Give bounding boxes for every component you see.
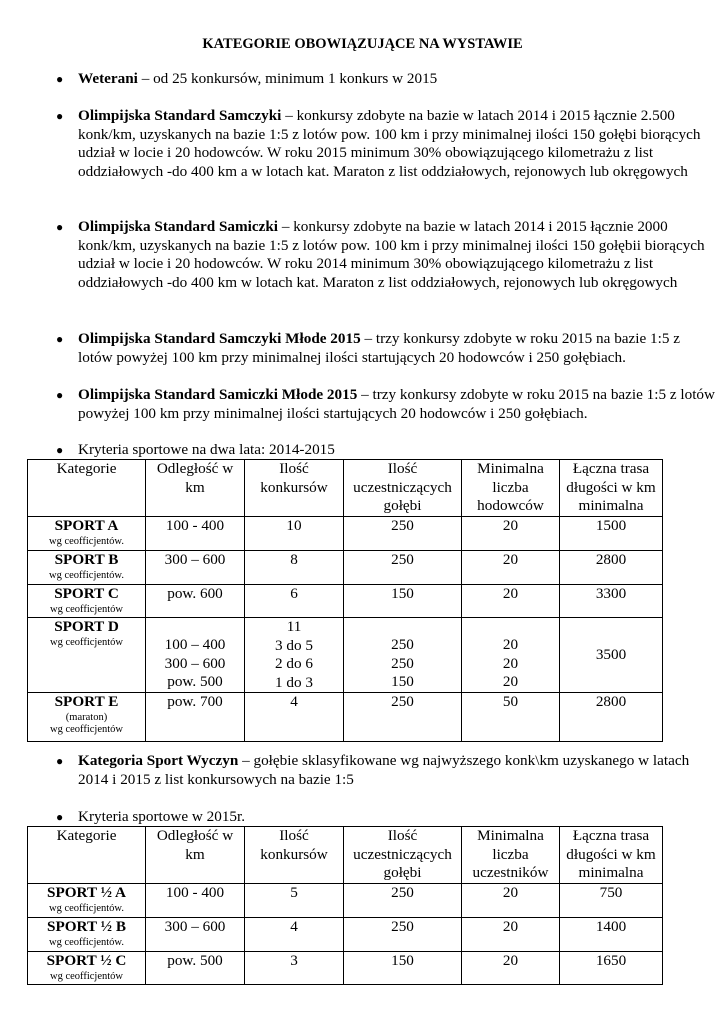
cell-value: 250 [391,636,414,653]
header-line: konkursów [260,478,328,496]
cell-breeders [462,517,560,551]
cell-value: 3300 [595,585,627,602]
cell-value: 11 [286,618,302,635]
header-line: Ilość [387,827,418,844]
bullet-icon: ● [56,332,64,346]
cell-breeders [462,952,560,985]
header-line: gołębi [383,864,422,882]
cell-dist [146,693,245,742]
table-header-row [28,827,663,884]
header-line: Łączna trasa [572,460,650,477]
header-line: Odległość w [156,827,234,844]
bullet-icon: ● [56,220,64,234]
cell-value: 6 [290,585,298,602]
table-header-cell [344,827,462,884]
cell-value: 20 [502,585,519,602]
cell-route [560,884,663,918]
header-line: km [185,845,205,863]
cell-value: 150 [391,952,414,969]
cell-value: 1 do 3 [275,673,313,691]
cell-value: 250 [391,918,414,935]
table-header-cell [560,460,663,517]
table-header-cell [146,827,245,884]
cell-value: 20 [502,673,519,691]
category-cell [28,618,146,693]
cell-dist [146,517,245,551]
category-name: SPORT ½ B [47,918,126,935]
cell-count [245,693,344,742]
cell-breeders [462,884,560,918]
header-line: Ilość [387,460,418,477]
header-line: długości w km [566,478,656,496]
table-row [28,884,663,918]
cell-value: 20 [502,636,519,653]
cell-value: 250 [391,551,414,568]
header-line: Ilość [279,460,309,477]
cell-value: 3 do 5 [275,636,313,654]
bullet-text: Olimpijska Standard Samczyki Młode 2015 – trzy konkursy zdobyte w roku 2015 na bazie 1:5 z lotów powyżej 100 km przy minimalnej ilości startujących 20 hodowców i 250 gołębiach. [78,330,680,366]
cell-value: 20 [502,918,519,935]
cell-count [245,551,344,585]
cell-route [560,618,663,693]
cell-value: 300 – 600 [164,654,226,672]
table-header-cell [462,460,560,517]
cell-pigeons [344,952,462,985]
cell-pigeons [344,884,462,918]
cell-value: 20 [502,952,519,969]
bullet-icon: ● [56,388,64,402]
header-line: liczba [492,478,529,496]
cell-value: 2800 [595,551,627,568]
cell-route [560,517,663,551]
table-header-cell [344,460,462,517]
cell-value: 250 [391,654,414,672]
category-cell [28,952,146,985]
header-line: długości w km [566,845,656,863]
bullet-icon: ● [56,109,64,123]
category-cell [28,693,146,742]
header-line: uczestników [472,864,549,882]
category-note: wg ceofficjentów. [49,936,124,948]
cell-route [560,918,663,952]
cell-value: pow. 500 [167,673,223,691]
cell-value: 100 - 400 [165,884,225,901]
category-cell [28,517,146,551]
category-name: SPORT ½ A [47,884,126,901]
bullet-text: Olimpijska Standard Samiczki – konkursy zdobyte na bazie w latach 2014 i 2015 łącznie 2000 konk/km, uzyskanych na bazie 1:5 z lotów pow. 100 km i przy minimalnej ilości 150 gołębii biorących udział w locie i 20 hodowców. W roku 2014 minimum 30% obowiązującego kilometrażu z list oddziałowych -do 400 km w lotach kat. Maraton z list oddziałowych, rejonowych lub okręgowych [78,218,705,291]
cell-value: 250 [391,884,414,901]
cell-value: 5 [290,884,298,901]
cell-count [245,918,344,952]
table-header-cell [28,827,146,884]
cell-value: 8 [290,551,298,568]
table-header-cell [146,460,245,517]
cell-value: 1650 [595,952,627,969]
table-row [28,952,663,985]
cell-route [560,551,663,585]
cell-value: 4 [290,918,298,935]
category-name: SPORT D [54,618,119,635]
category-note: wg ceofficjentów [50,603,123,615]
table-header-row [28,460,663,517]
bullet-text: Kryteria sportowe w 2015r. [78,808,246,825]
cell-value: 150 [391,673,414,691]
table-header-cell [245,827,344,884]
bullet-icon: ● [56,443,64,457]
bullet-text: Olimpijska Standard Samczyki – konkursy zdobyte na bazie w latach 2014 i 2015 łącznie 2.500 konk/km, uzyskanych na bazie 1:5 z lotów pow. 100 km i przy minimalnej ilości 150 gołębi biorących udział w locie i 20 hodowców. W roku 2015 minimum 30% obowiązującego kilometrażu z list oddziałowych -do 400 km a w lotach kat. Maraton z list oddziałowych, rejonowych lub okręgowych [78,107,701,180]
header-line: gołębi [383,497,422,515]
cell-value: 20 [502,551,519,568]
cell-value: 10 [286,517,302,534]
table-header-cell [28,460,146,517]
cell-dist [146,618,245,693]
cell-value: pow. 600 [167,585,223,602]
cell-dist [146,551,245,585]
cell-pigeons [344,693,462,742]
criteria-table-2015 [27,826,663,985]
cell-value: 2800 [595,693,627,711]
cell-pigeons [344,618,462,693]
cell-value: 3 [290,952,298,969]
cell-value: 100 – 400 [164,636,226,653]
cell-value: 250 [391,693,414,711]
table-header-cell [245,460,344,517]
category-note: (maraton) [65,711,108,723]
cell-value: 4 [290,693,298,711]
header-line: Odległość w [156,460,234,477]
bullet-icon: ● [56,72,64,86]
header-line: Łączna trasa [572,827,650,844]
cell-breeders [462,918,560,952]
header-line: Ilość [279,827,309,844]
category-name: SPORT A [54,517,119,534]
cell-dist [146,918,245,952]
cell-pigeons [344,918,462,952]
header-line: hodowców [477,497,544,515]
category-name: SPORT E [54,693,119,711]
cell-value: 2 do 6 [275,655,313,673]
category-cell [28,585,146,618]
category-cell [28,918,146,952]
category-name: SPORT B [54,551,119,568]
header-line: km [185,478,205,496]
category-name: SPORT ½ C [46,952,127,969]
category-note: wg ceofficjentów. [49,569,124,581]
table-row [28,585,663,618]
header-line: Kategorie [56,827,117,844]
cell-pigeons [344,551,462,585]
category-note: wg ceofficjentów [50,970,123,982]
header-line: konkursów [260,845,328,863]
table-row [28,517,663,551]
bullet-text: Kryteria sportowe na dwa lata: 2014-2015 [78,441,335,458]
table-header-cell [560,827,663,884]
cell-value: 150 [391,585,414,602]
cell-value: 20 [502,654,519,672]
cell-value: 50 [502,693,519,711]
cell-route [560,693,663,742]
category-note: wg ceofficjentów [50,636,123,648]
table-row [28,551,663,585]
bullet-icon: ● [56,810,64,824]
category-name: SPORT C [54,585,119,602]
cell-value: pow. 500 [167,952,223,969]
category-note: wg ceofficjentów [50,723,123,735]
cell-value: 250 [391,517,414,534]
bullet-text: Weterani – od 25 konkursów, minimum 1 konkurs w 2015 [78,70,438,87]
table-row [28,618,663,693]
category-cell [28,884,146,918]
cell-value: 3500 [595,646,627,663]
header-line: minimalna [578,497,644,515]
cell-breeders [462,693,560,742]
bullet-icon: ● [56,754,64,768]
cell-value: 1500 [595,517,627,534]
cell-value: pow. 700 [167,693,223,711]
cell-pigeons [344,585,462,618]
category-note: wg ceofficjentów. [49,535,124,547]
cell-breeders [462,551,560,585]
page-title: KATEGORIE OBOWIĄZUJĄCE NA WYSTAWIE [202,36,523,52]
cell-value: 750 [599,884,623,901]
cell-breeders [462,618,560,693]
header-line: uczestniczących [353,478,452,496]
cell-count [245,585,344,618]
header-line: uczestniczących [353,845,452,863]
header-line: Kategorie [56,460,117,477]
header-line: liczba [492,845,529,863]
cell-count [245,952,344,985]
cell-count [245,618,344,693]
cell-value: 1400 [595,918,627,935]
cell-dist [146,585,245,618]
cell-breeders [462,585,560,618]
cell-value: 300 – 600 [164,918,226,935]
bullet-text: Olimpijska Standard Samiczki Młode 2015 – trzy konkursy zdobyte w roku 2015 na bazie 1:5 z lotów powyżej 100 km przy minimalnej ilości startujących 20 hodowców i 250 gołębiach. [78,386,715,422]
table-header-cell [462,827,560,884]
cell-dist [146,884,245,918]
cell-count [245,884,344,918]
cell-value: 20 [502,884,519,901]
cell-count [245,517,344,551]
cell-route [560,585,663,618]
header-line: minimalna [578,864,644,882]
cell-route [560,952,663,985]
table-row [28,918,663,952]
cell-pigeons [344,517,462,551]
table-row [28,693,663,742]
cell-dist [146,952,245,985]
cell-value: 20 [502,517,519,534]
criteria-table-2014-2015 [27,459,663,742]
header-line: Minimalna [477,827,544,844]
bullet-text: Kategoria Sport Wyczyn – gołębie sklasyfikowane wg najwyższego konk\km uzyskanego w latach 2014 i 2015 z list konkursowych na bazie 1:5 [78,752,690,788]
category-note: wg ceofficjentów. [49,902,124,914]
category-cell [28,551,146,585]
cell-value: 100 - 400 [165,517,225,534]
header-line: Minimalna [477,460,544,477]
cell-value: 300 – 600 [164,551,226,568]
